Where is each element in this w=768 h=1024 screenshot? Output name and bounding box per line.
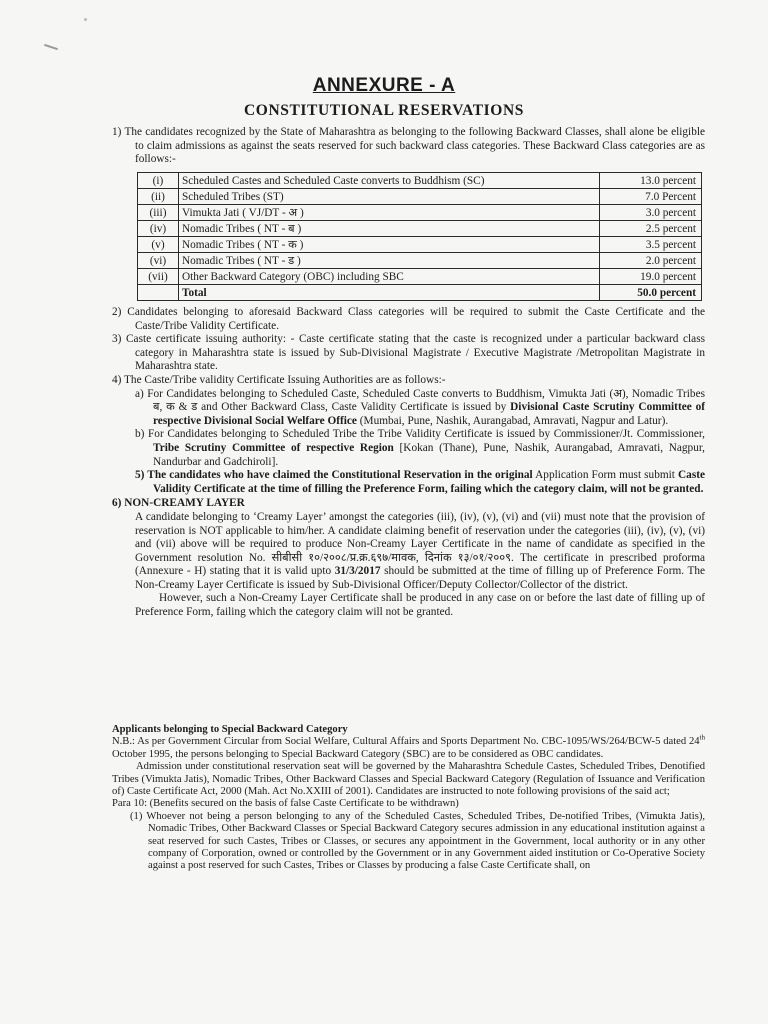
cell-category: Scheduled Castes and Scheduled Caste converts to Buddhism (SC): [179, 173, 600, 189]
cell-no: (vii): [138, 269, 179, 285]
cell-category: Nomadic Tribes ( NT - क ): [179, 237, 600, 253]
para4a-offices: (Mumbai, Pune, Nashik, Aurangabad, Amravati, Nagpur and Latur).: [356, 414, 669, 427]
table-row: [138, 205, 702, 221]
paragraph-6-text: [112, 511, 705, 593]
para10-clause-1: (1) Whoever not being a person belonging to any of the Scheduled Castes, Scheduled Tribes, De-notified Tribes, (Vimukta Jatis), Nomadic Tribes, Other Backward Classes or Special Backward Category secures admission in any educational institution against a seat reserved for such Castes, Tribes or Classes, or secures any appointment in the Government, local authority or in any other company of Corporation, owned or controlled by the Government or in any Government aided institution or Co-Operative Society against a post reserved for such Castes, Tribes or Classes by producing a false Caste Certificate shall, on: [130, 810, 705, 872]
cell-percent: 19.0 percent: [600, 269, 702, 285]
para4a-text: a) For Candidates belonging to Scheduled Caste, Scheduled Caste converts to Buddhism, Vimukta Jati (अ), Nomadic Tribes ब, क & ड and Other Backward Class, Caste Validity Certificate is issued by: [135, 387, 705, 414]
paragraph-4a: [112, 388, 705, 429]
total-label: Total: [179, 285, 600, 301]
cell-category: Scheduled Tribes (ST): [179, 189, 600, 205]
paragraph-1: 1) The candidates recognized by the State of Maharashtra as belonging to the following Backward Classes, shall alone be eligible to claim admissions as against the seats reserved for such backward class categories. These Backward Class categories are as follows:-: [112, 126, 705, 166]
para6-valid-date: 31/3/2017: [334, 565, 381, 578]
nb-superscript: th: [699, 733, 705, 742]
reservation-table-body: [138, 173, 702, 301]
cell-percent: 2.0 percent: [600, 253, 702, 269]
reservation-table: [137, 172, 702, 301]
table-row: [138, 237, 702, 253]
table-total-row: [138, 285, 702, 301]
table-row: [138, 269, 702, 285]
annexure-heading: ANNEXURE - A: [312, 75, 456, 96]
para5-lead: 5) The candidates who have claimed the Constitutional Reservation in the original: [135, 469, 533, 482]
nb-text-1: N.B.: As per Government Circular from Social Welfare, Cultural Affairs and Sports Department No. CBC-1095/WS/264/BCW-5 dated 24: [112, 736, 700, 748]
paragraph-4: 4) The Caste/Tribe validity Certificate Issuing Authorities are as follows:-: [112, 373, 446, 386]
para5-requirement: Caste Validity Certificate at the time of filling the Preference Form, failing which the category claim, will not be granted.: [153, 469, 705, 495]
cell-percent: 13.0 percent: [600, 173, 702, 189]
sbc-block: [112, 724, 705, 873]
table-row: [138, 221, 702, 237]
cell-percent: 7.0 Percent: [600, 189, 702, 205]
paragraph-6-however: However, such a Non-Creamy Layer Certificate shall be produced in any case on or before the last date of filling up of Preference Form, failing which the category claim will not be granted.: [135, 592, 705, 619]
cell-category: Other Backward Category (OBC) including SBC: [179, 269, 600, 285]
body-block: [112, 306, 705, 620]
cell-percent: 2.5 percent: [600, 221, 702, 237]
table-row: [138, 253, 702, 269]
table-row: [138, 173, 702, 189]
sbc-title: Applicants belonging to Special Backward Category: [112, 724, 348, 735]
cell-no: (vi): [138, 253, 179, 269]
nb-text-2: October 1995, the persons belonging to Special Backward Category (SBC) are to be considered as OBC candidates.: [112, 748, 604, 760]
scan-speck: [84, 18, 87, 21]
para6-text-2: should be submitted at the time of filling up of Preference Form. The Non-Creamy Layer Certificate is issued by Sub-Divisional Officer/Deputy Collector/Collector of the district.: [135, 565, 706, 591]
paragraph-6-title: 6) NON-CREAMY LAYER: [112, 497, 245, 510]
paragraph-5: [112, 469, 705, 496]
total-value: 50.0 percent: [600, 285, 702, 301]
para4b-regions: [Kokan (Thane), Pune, Nashik, Aurangabad, Amravati, Nagpur, Nandurbar and Gadchiroli].: [153, 441, 705, 468]
cell-empty: [138, 285, 179, 301]
cell-no: (ii): [138, 189, 179, 205]
para4b-text: b) For Candidates belonging to Scheduled Tribe the Tribe Validity Certificate is issued by Commissioner/Jt. Commissioner,: [135, 428, 705, 441]
para4b-authority: Tribe Scrutiny Committee of respective Region: [153, 441, 394, 454]
cell-no: (v): [138, 237, 179, 253]
paragraph-2: 2) Candidates belonging to aforesaid Backward Class categories will be required to submit the Caste Certificate and the Caste/Tribe Validity Certificate.: [112, 306, 705, 332]
cell-no: (iii): [138, 205, 179, 221]
cell-percent: 3.0 percent: [600, 205, 702, 221]
para5-text: Application Form must submit: [532, 469, 679, 482]
cell-category: Nomadic Tribes ( NT - ड ): [179, 253, 600, 269]
cell-category: Nomadic Tribes ( NT - ब ): [179, 221, 600, 237]
cell-no: (i): [138, 173, 179, 189]
cell-category: Vimukta Jati ( VJ/DT - अ ): [179, 205, 600, 221]
cell-percent: 3.5 percent: [600, 237, 702, 253]
admission-paragraph: Admission under constitutional reservation seat will be governed by the Maharashtra Schedule Castes, Scheduled Tribes, Denotified Tribes (Vimukta Jatis), Nomadic Tribes, Other Backward Classes and Special Backward Category (Regulation of Issuance and Verification of) Caste Certificate Act, 2000 (Mah. Act No.XXIII of 2001). Candidates are instructed to note following provisions of the said act;: [112, 761, 705, 798]
cell-no: (iv): [138, 221, 179, 237]
nb-paragraph: [112, 733, 705, 761]
scan-mark: [44, 44, 58, 50]
section-title: CONSTITUTIONAL RESERVATIONS: [244, 102, 524, 119]
table-row: [138, 189, 702, 205]
para4a-authority: Divisional Caste Scrutiny Committee of respective Divisional Social Welfare Office: [153, 401, 705, 427]
para10-heading: Para 10: (Benefits secured on the basis of false Caste Certificate to be withdrawn): [112, 798, 459, 810]
paragraph-3: 3) Caste certificate issuing authority: - Caste certificate stating that the caste is recognized under a particular backward class category in Maharashtra state is issued by Sub-Divisional Magistrate / Executive Magistrate /Metropolitan Magistrate in Maharashtra state.: [112, 333, 705, 373]
para6-text-1: A candidate belonging to ‘Creamy Layer’ amongst the categories (iii), (iv), (v), (vi) and (vii) must note that the provision of reservation is NOT applicable to him/her. A candidate claiming benefit of reservation under the categories (iii), (iv), (v), (vi) and (vii) above will be required to produce Non-Creamy Layer Certificate in the name of candidate as specified in the Government resolution No. सीबीसी १०/२००८/प्र.क्र.६९७/मावक, दिनांक १३/०१/२००९. The certificate in prescribed proforma (Annexure - H) stating that it is valid upto: [135, 510, 705, 578]
intro-block: [112, 126, 705, 167]
paragraph-4b: [112, 428, 705, 469]
